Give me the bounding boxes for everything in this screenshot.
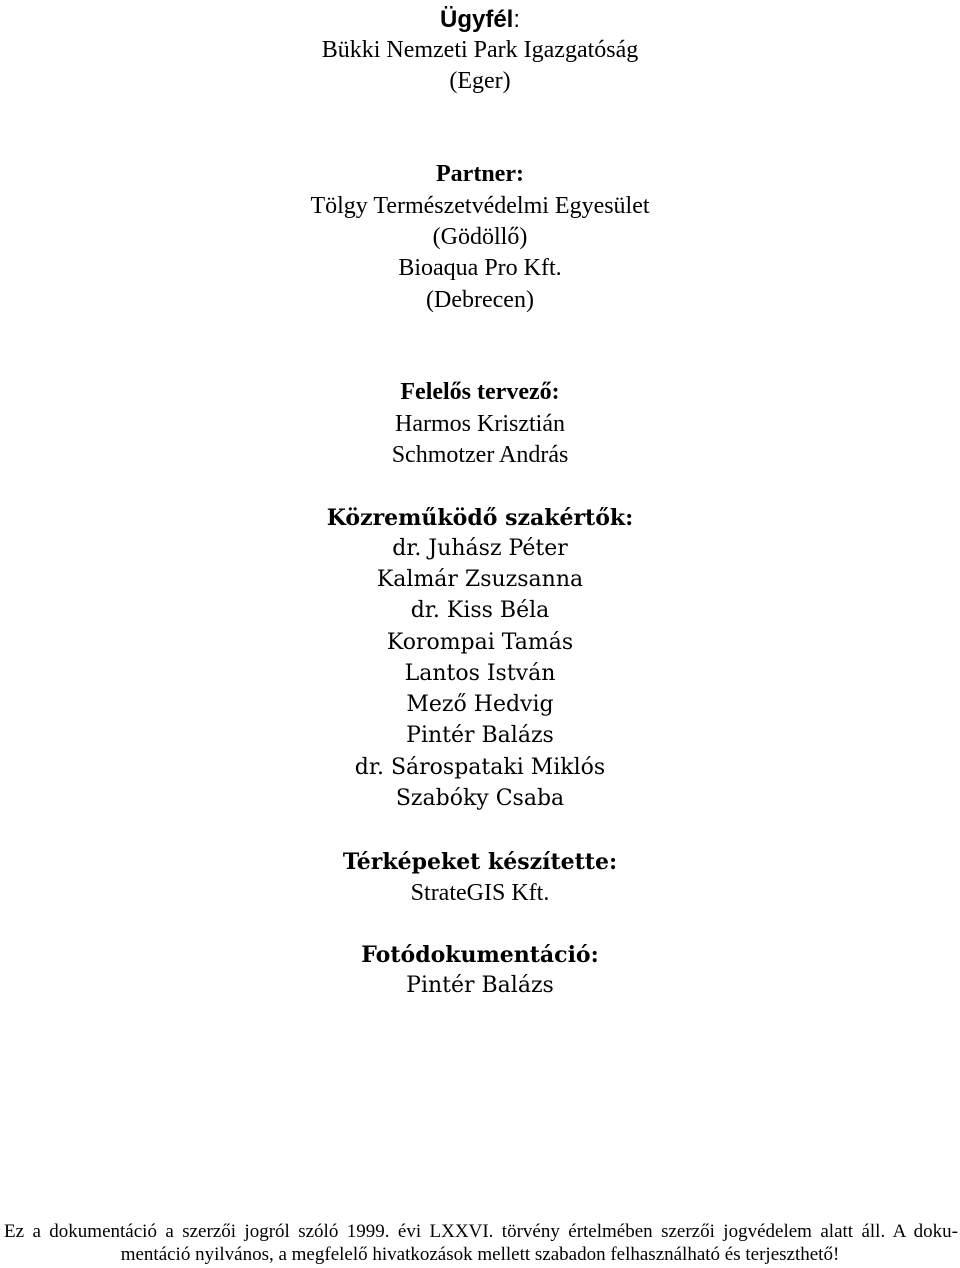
client-heading-colon: : (513, 6, 521, 33)
expert-5: Lantos István (404, 661, 556, 686)
partner-line-3: Bioaqua Pro Kft. (398, 255, 562, 281)
expert-8: dr. Sárospataki Miklós (354, 755, 606, 780)
maps-author: StrateGIS Kft. (410, 880, 550, 906)
photos-heading: Fotódokumentáció: (361, 942, 599, 968)
client-city: (Eger) (449, 68, 511, 94)
expert-2: Kalmár Zsuzsanna (376, 567, 584, 592)
expert-6: Mező Hedvig (406, 692, 554, 717)
photos-author: Pintér Balázs (406, 973, 554, 998)
partner-heading: Partner: (436, 161, 524, 187)
designer-2: Schmotzer András (391, 442, 569, 468)
copyright-notice-line-1: Ez a dokumentáció a szerzői jogról szóló 1999. évi LXXVI. törvény értelmében szerzői jogvédelem alatt áll. A doku- (4, 1221, 958, 1242)
partner-line-4: (Debrecen) (426, 287, 534, 313)
client-heading-line (0, 4, 960, 36)
expert-9: Szabóky Csaba (395, 786, 565, 811)
expert-3: dr. Kiss Béla (410, 598, 550, 623)
expert-7: Pintér Balázs (406, 723, 554, 748)
client-heading: Ügyfél (439, 6, 514, 33)
expert-1: dr. Juhász Péter (392, 536, 568, 561)
partner-line-2: (Gödöllő) (432, 224, 528, 250)
copyright-notice-line-2: mentáció nyilvános, a megfelelő hivatkozások mellett szabadon felhasználható és terjeszthető! (120, 1244, 840, 1265)
designers-heading: Felelős tervező: (400, 379, 560, 405)
expert-4: Korompai Tamás (386, 630, 574, 655)
partner-line-1: Tölgy Természetvédelmi Egyesület (310, 193, 650, 219)
client-name: Bükki Nemzeti Park Igazgatóság (321, 37, 639, 63)
experts-heading: Közreműködő szakértők: (326, 505, 634, 531)
designer-1: Harmos Krisztián (395, 411, 565, 437)
maps-heading: Térképeket készítette: (342, 849, 618, 875)
